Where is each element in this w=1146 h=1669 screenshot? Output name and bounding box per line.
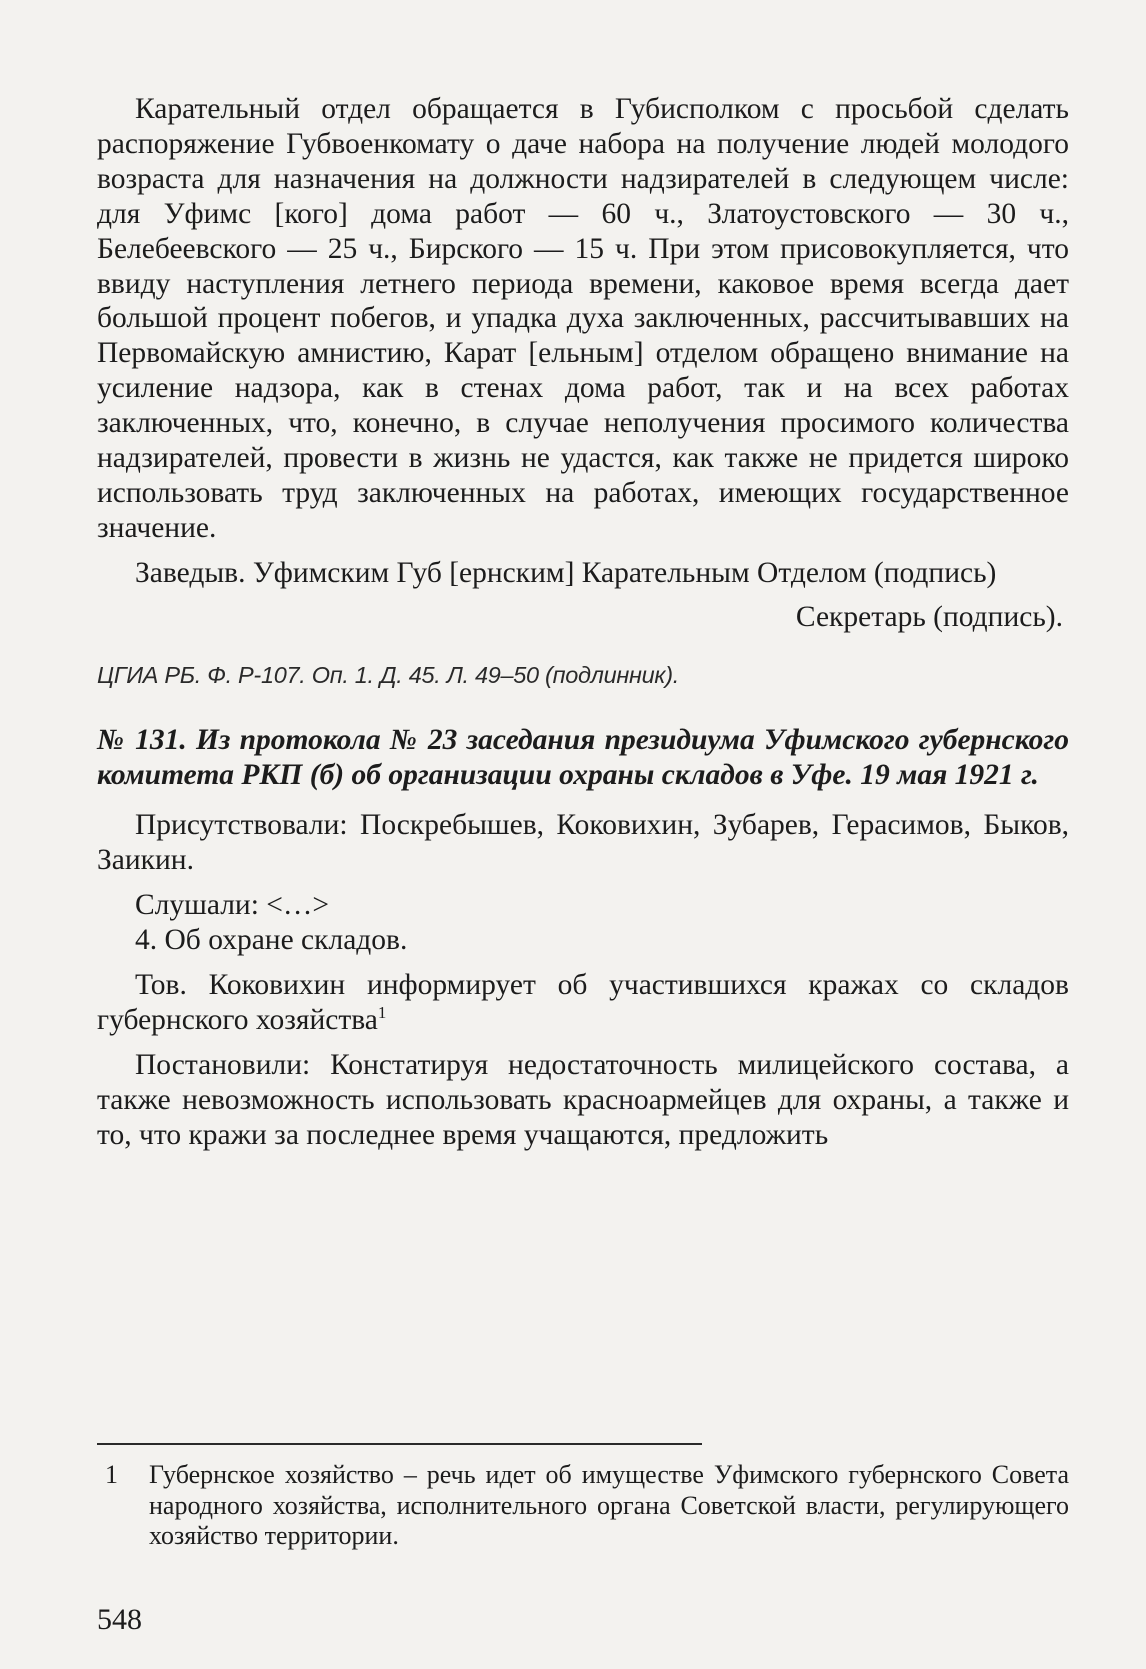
footnote-divider: [97, 1443, 702, 1445]
paragraph-present: Присутствовали: Поскребышев, Коковихин, Зубарев, Герасимов, Быков, Заикин.: [97, 809, 1069, 877]
paragraph-info-text: Тов. Коковихин информирует об участившихся кражах со складов губернского хозяйства: [97, 969, 1069, 1036]
footnote-ref[interactable]: 1: [377, 1002, 387, 1022]
paragraph-item-4: 4. Об охране складов.: [135, 924, 408, 957]
paragraph-resolved: Постановили: Констатируя недостаточность милицейского состава, а также невозможность использовать красноармейцев для охраны, а также и то, что кражи за последнее время учащаются, предложить: [97, 1048, 1069, 1151]
page-body: [97, 92, 1069, 1153]
page-number: 548: [97, 1603, 142, 1636]
footnote-text: Губернское хозяйство – речь идет об имуществе Уфимского губернского Совета народного хозяйства, исполнительного органа Советской власти, регулирующего хозяйство территории.: [149, 1460, 1069, 1550]
footnote: [97, 1460, 1069, 1552]
paragraph-heard: Слушали: <…>: [135, 889, 330, 922]
signature-secretary: Секретарь (подпись).: [795, 600, 1063, 633]
paragraph-report: Карательный отдел обращается в Губисполком с просьбой сделать распоряжение Губвоенкомату о даче набора на получение людей молодого возраста для назначения на должности надзирателей в следующем числе: для Уфимс [кого] дома работ — 60 ч., Златоустовского — 30 ч., Белебеевского — 25 ч., Бирского — 15 ч. При этом присовокупляется, что ввиду наступления летнего периода времени, каковое время всегда дает большой процент побегов, и упадка духа заключенных, рассчитывавших на Первомайскую амнистию, Карат [ельным] отделом обращено внимание на усиление надзора, как в стенах дома работ, так и на всех работах заключенных, что, конечно, в случае неполучения просимого количества надзирателей, провести в жизнь не удастся, как также не придется широко использовать труд заключенных на работах, имеющих государственное значение.: [97, 93, 1069, 544]
paragraph-signature-head: Заведыв. Уфимским Губ [ернским] Карательным Отделом (подпись): [135, 556, 997, 589]
paragraph-info: [97, 968, 1069, 1038]
footnote-number: 1: [105, 1460, 118, 1489]
archive-source: ЦГИА РБ. Ф. Р-107. Оп. 1. Д. 45. Л. 49–50 (подлинник).: [97, 661, 679, 688]
document-heading: № 131. Из протокола № 23 заседания президиума Уфимского губернского комитета РКП (б) об организации охраны складов в Уфе. 19 мая 1921 г.: [97, 723, 1069, 791]
